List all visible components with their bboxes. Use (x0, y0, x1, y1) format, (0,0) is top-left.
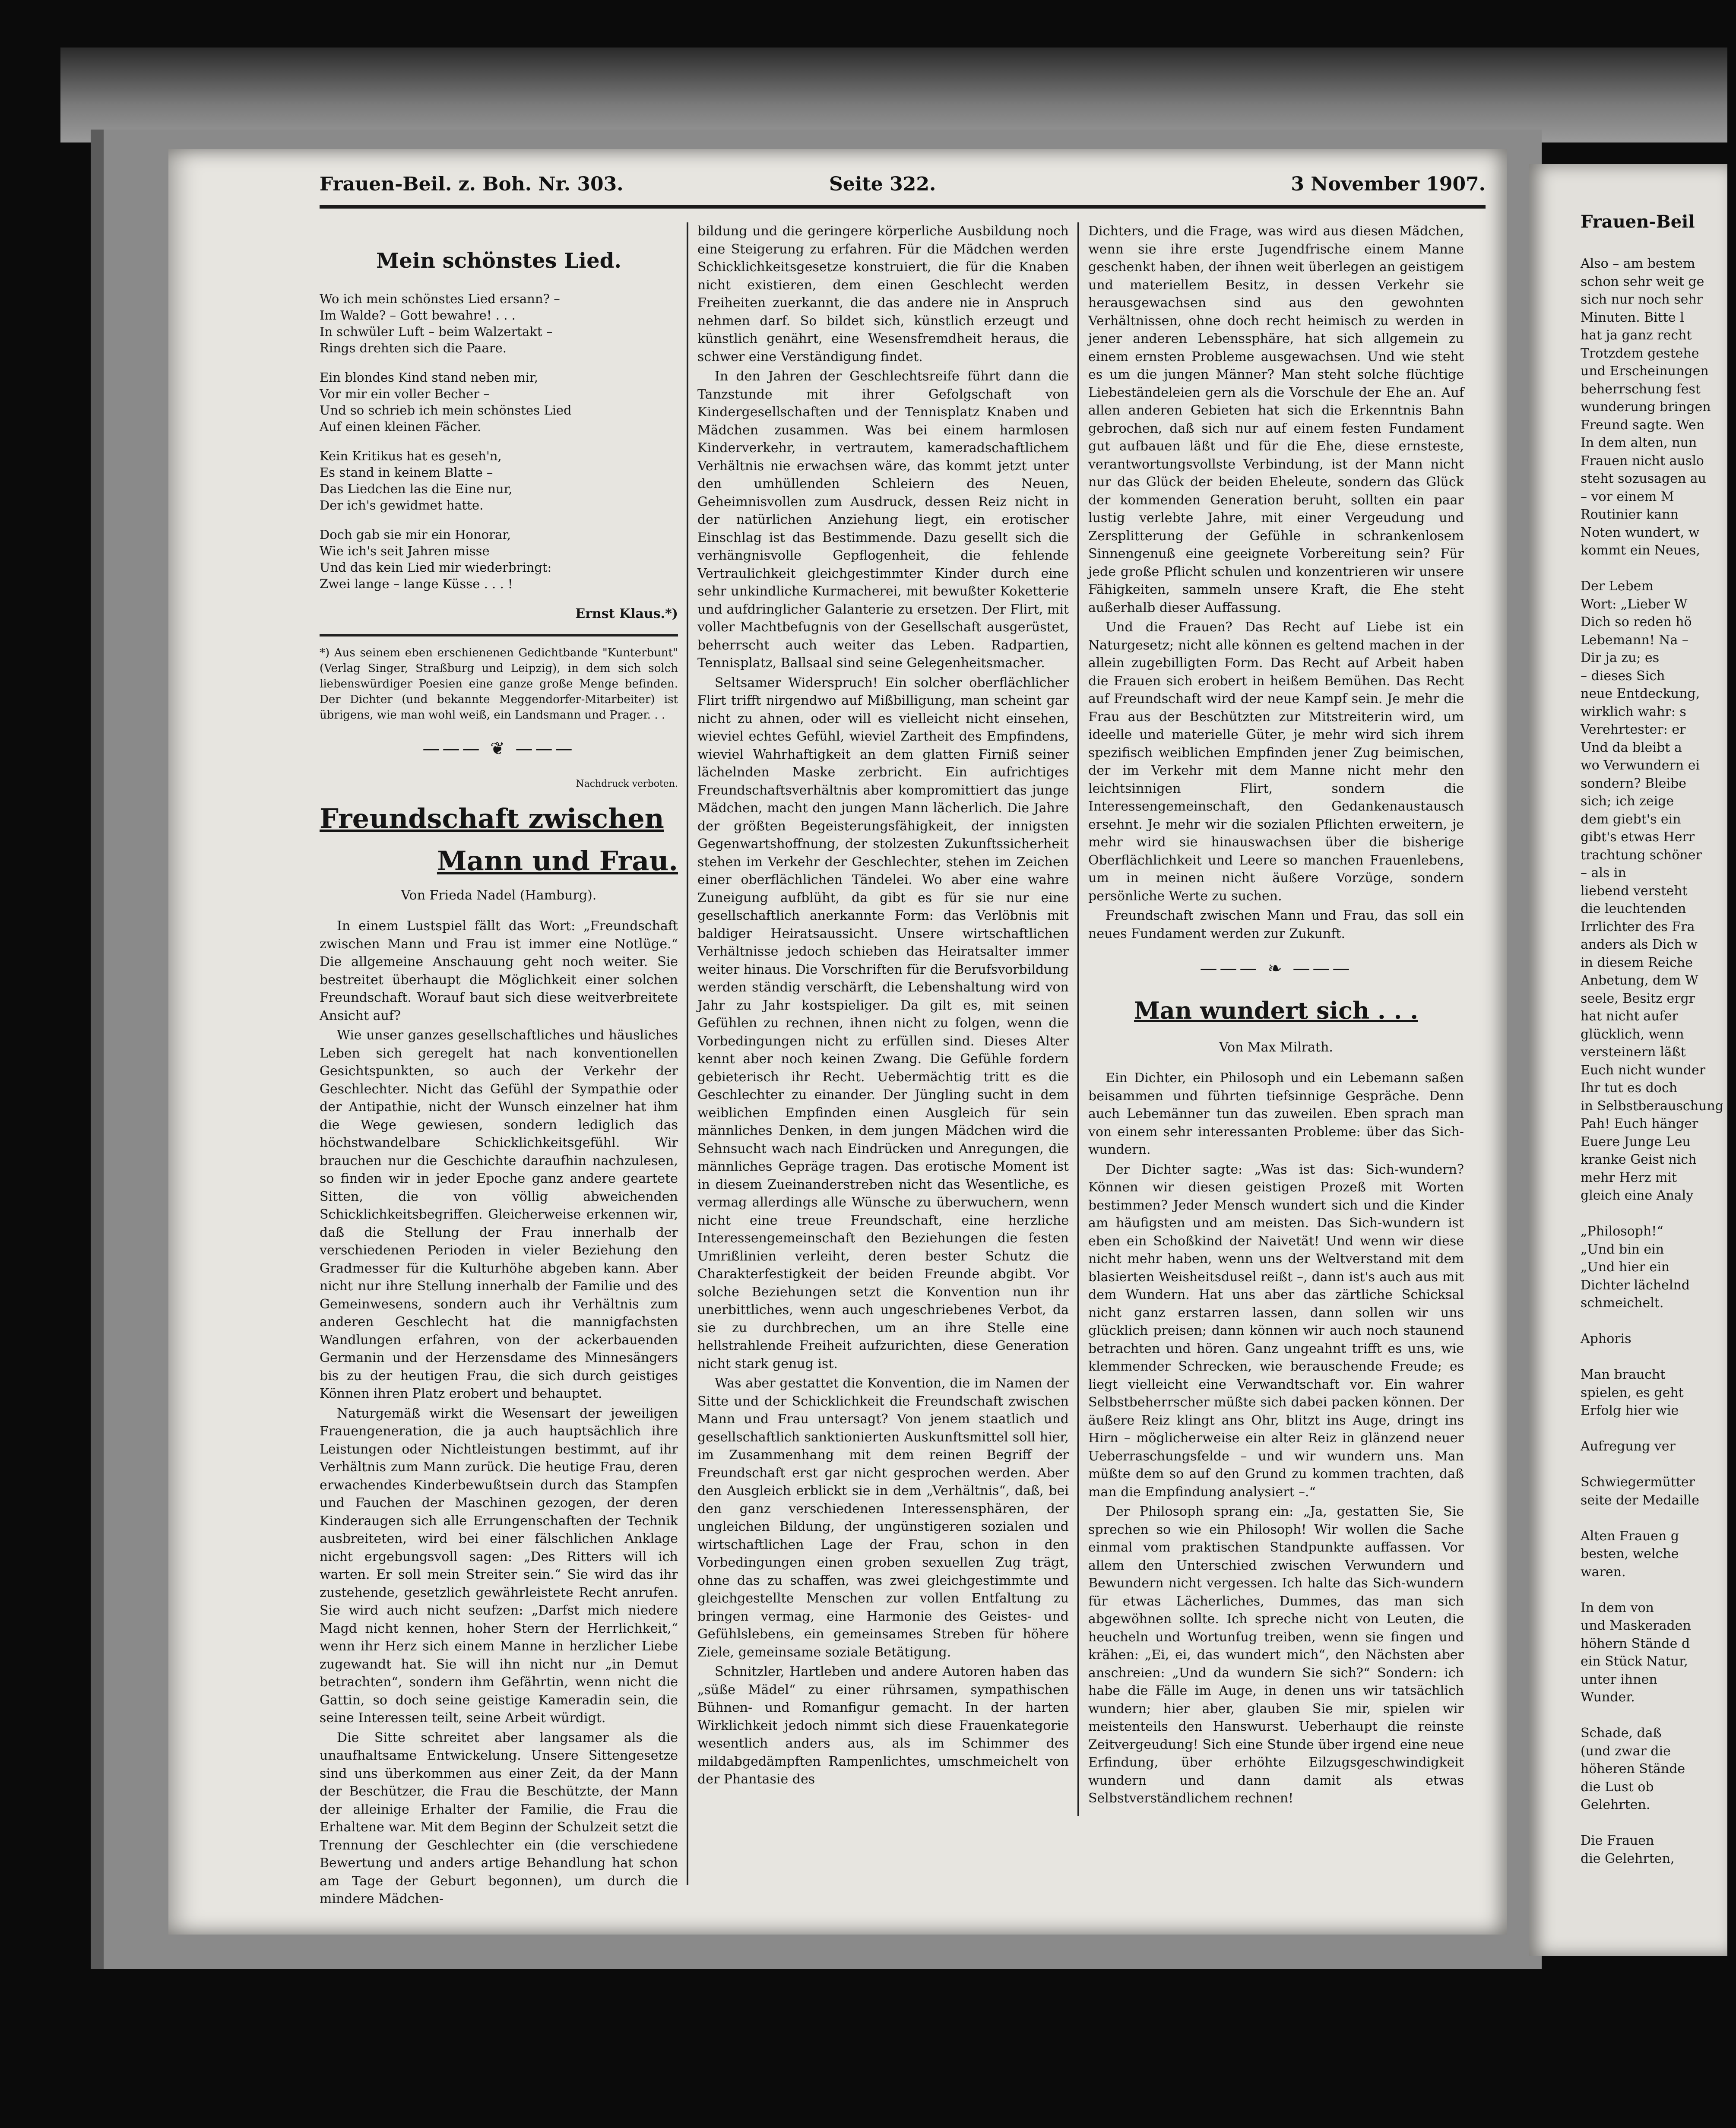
adjacent-page-header: Frauen-Beil (1581, 212, 1695, 232)
header-date: 3 November 1907. (1291, 173, 1486, 195)
column-2 (697, 222, 1069, 1790)
adjacent-page-line: In dem von (1581, 1600, 1654, 1615)
adjacent-page-line (1581, 1420, 1736, 1438)
adjacent-page-line: „Philosoph!“ (1581, 1224, 1663, 1239)
adjacent-page-line: Schade, daß (1581, 1726, 1662, 1741)
poem-stanza (320, 448, 678, 513)
adjacent-page-line: Trotzdem gestehe (1581, 345, 1699, 361)
adjacent-page-line (1581, 1707, 1736, 1725)
adjacent-page-line: Euere Junge Leu (1581, 1134, 1691, 1150)
article2-title: Man wundert sich . . . (1134, 996, 1418, 1024)
adjacent-page-line: sich; ich zeige (1581, 794, 1674, 809)
adjacent-page-line: Die Frauen (1581, 1833, 1654, 1848)
poem-line: Wo ich mein schönstes Lied ersann? – (320, 291, 560, 306)
poem-line: Auf einen kleinen Fächer. (320, 419, 482, 434)
adjacent-page-line: die Lust ob (1581, 1779, 1654, 1795)
article-paragraph: Die Sitte schreitet aber langsamer als die unaufhaltsame Entwickelung. Unsere Sittengesetze sind uns überkommen aus einer Zeit, da der Mann der Beschützer, die Frau die Beschützte, der Mann der alleinige Erhalter der Familie, die Frau die Erhaltene war. Mit dem Beginn der Schulzeit setzt die Trennung der Geschlechter ein (die verschiedene Bewertung und anders artige Behandlung hat schon am Tage der Geburt begonnen), um durch die mindere Mädchen- (320, 1730, 678, 1906)
adjacent-page-line: neue Entdeckung, (1581, 686, 1700, 701)
article-paragraph: Was aber gestattet die Konvention, die im Namen der Sitte und der Schicklichkeit die Freundschaft zwischen Mann und Frau untersagt? Von jenem staatlich und gesellschaftlich sanktionierten Auskunftsmittel soll hier, im Zusammenhang mit dem reinen Begriff der Freundschaft erst gar nicht gesprochen werden. Aber den Ausgleich erblickt sie in dem „Verhältnis“, daß, bei den ganz verschiedenen Interessensphären, der ungleichen Bildung, der ungünstigeren sozialen und wirtschaftlichen Lage der Frau, schon in den Vorbedingungen einen groben sexuellen Zug trägt, ohne das zu schaffen, was zwei gleichgestimmte und gleichgestellte Menschen zur vollen Entfaltung zu bringen vermag, eine Harmonie des Geistes- und Gefühlslebens, ein gemeinsames Streben für höhere Ziele, gemeinsame soziale Betätigung. (697, 1376, 1069, 1660)
column-rule-2 (1077, 222, 1079, 1816)
adjacent-page-line: und Maskeraden (1581, 1618, 1691, 1633)
adjacent-page-line: Gelehrten. (1581, 1797, 1650, 1812)
poem-line: Zwei lange – lange Küsse . . . ! (320, 576, 513, 591)
adjacent-page-line: Dir ja zu; es (1581, 650, 1660, 665)
poem-line: Und so schrieb ich mein schönstes Lied (320, 403, 572, 418)
adjacent-page-line: Verehrtester: er (1581, 722, 1686, 737)
adjacent-page-line: „Und hier ein (1581, 1260, 1670, 1275)
adjacent-page-line: „Und bin ein (1581, 1241, 1664, 1257)
article-paragraph: Seltsamer Widerspruch! Ein solcher oberflächlicher Flirt trifft nirgendwo auf Mißbilligung, man scheint gar nicht zu ahnen, oder will es vielleicht nicht einsehen, wieviel echtes Gefühl, wieviel Zartheit des Empfindens, wieviel Wahrhaftigkeit an dem glatten Firniß seiner lächelnden Maske zerbricht. Ein aufrichtiges Freundschaftsverhältnis aber kompromittiert das junge Mädchen, macht den jungen Mann lächerlich. Die Jahre der größten Begeisterungsfähigkeit, der innigsten Gegenwartshoffnung, der stolzesten Zukunftssicherheit stehen im Verkehr der Geschlechter, stehen im Zeichen einer oberflächlichen Tändelei. Wo aber eine wahre Zuneigung aufblüht, da gibt es für sie nur eine gesellschaftlich anerkannte Form: das Verlöbnis mit baldiger Heiratsaussicht. Unsere wirtschaftlichen Verhältnisse jedoch schieben das Heiratsalter immer weiter hinaus. Die Vorschriften für die Berufsvorbildung werden ständig verschärft, die Lebenshaltung wird von Jahr zu Jahr kostspieliger. Da gilt es, mit seinen Gefühlen zu rechnen, ihnen nicht zu folgen, wenn die Vorbedingungen nicht zu erfüllen sind. Dieses Alter kennt aber noch keinen Zwang. Die Gefühle fordern gebieterisch ihr Recht. Uebermächtig tritt es die Geschlechter zu einander. Der Jüngling sucht in dem weiblichen Empfinden einen Ausgleich für sein männliches Denken, in dem jungen Mädchen wird die Sehnsucht wach nach Eindrücken und Anregungen, die männliches Gepräge tragen. Das erotische Moment ist in diesem Zueinanderstreben nicht das Wesentliche, es vermag allerdings alle Wünsche zu überwuchern, wenn nicht eine treue Freundschaft, eine herzliche Interessengemeinschaft den Beziehungen die festen Umrißlinien verleiht, deren bester Schutz die Charakterfestigkeit der beiden Freunde abgibt. Vor solche Beziehungen setzt die Konvention nun ihr unerbittliches, wenn auch ungeschriebenes Verbot, da sie zu durchbrechen, um an ihre Stelle eine hellstrahlende Freiheit aufzurichten, diese Generation nicht stark genug ist. (697, 675, 1069, 1371)
adjacent-page-line: Schwiegermütter (1581, 1475, 1695, 1490)
adjacent-page-line: besten, welche (1581, 1546, 1679, 1561)
adjacent-page-line: ein Stück Natur, (1581, 1654, 1688, 1669)
ornament-divider: ——— ❦ ——— (422, 738, 575, 759)
adjacent-page-line: In dem alten, nun (1581, 435, 1697, 450)
adjacent-page-line: sondern? Bleibe (1581, 776, 1686, 791)
poem-footnote: *) Aus seinem eben erschienenen Gedichtbande "Kunterbunt" (Verlag Singer, Straßburg und Leipzig), in dem sich solch liebenswürdiger Poesien eine ganze große Menge befinden. Der Dichter (und bekannte Meggendorfer-Mitarbeiter) ist übrigens, wie man wohl weiß, ein Landsmann und Prager. . . (320, 634, 678, 723)
column-rule-1 (687, 222, 688, 1885)
adjacent-page-line: Freund sagte. Wen (1581, 417, 1705, 433)
poem-line: Im Walde? – Gott bewahre! . . . (320, 308, 516, 323)
adjacent-page-line: – dieses Sich (1581, 668, 1665, 684)
adjacent-page-line: Noten wundert, w (1581, 525, 1700, 540)
adjacent-page-line (1581, 560, 1736, 578)
adjacent-page-line (1581, 1509, 1736, 1527)
adjacent-page-line: glücklich, wenn (1581, 1026, 1684, 1042)
adjacent-page-line: wunderung bringen (1581, 399, 1711, 415)
adjacent-page-line: die leuchtenden (1581, 901, 1686, 916)
article2-paragraph: Der Philosoph sprang ein: „Ja, gestatten Sie, Sie sprechen so wie ein Philosoph! Wir wollen die Sache einmal vom praktischen Standpunkte auffassen. Vor allem den Unterschied zwischen Verwundern und Bewundern nicht vergessen. Ich halte das Sich-wundern für etwas Lächerliches, Dummes, das man sich abgewöhnen sollte. Ich spreche nicht von Leuten, die heucheln und Wortunfug treiben, wenn sie fingen und krähen: „Ei, ei, das wundert mich“, den Nächsten aber anschreien: „Und da wundern Sie sich?“ Sondern: ich habe die Fälle im Auge, in denen uns wir tatsächlich wundern; hier aber, glauben Sie mir, spielen wir meistenteils den Hanswurst. Ueberhaupt die reinste Zeitvergeudung! Sich eine Stunde über irgend eine neue Erfindung, über erhöhte Eilzugsgeschwindigkeit wundern und dann damit als etwas Selbstverständlichem rechnen! (1088, 1504, 1464, 1806)
adjacent-page-line: Wunder. (1581, 1690, 1635, 1705)
adjacent-page-line: trachtung schöner (1581, 847, 1702, 863)
adjacent-page-line: hat ja ganz recht (1581, 328, 1692, 343)
adjacent-page-line: Frauen nicht auslo (1581, 453, 1704, 469)
poem-stanza (320, 526, 678, 592)
adjacent-page-line: schon sehr weit ge (1581, 274, 1704, 289)
poem-line: Das Liedchen las die Eine nur, (320, 481, 513, 496)
article-paragraph: Dichters, und die Frage, was wird aus diesen Mädchen, wenn sie ihre erste Jugendfrische einem Manne geschenkt haben, der ihnen weit überlegen an geistigem und materiellem Besitz, in dessen Verkehr sie herausgewachsen sind aus den gewohnten Verhältnissen, ohne doch recht heimisch zu werden in jener anderen Lebenssphäre, hat sich allgemein zu einem ernsten Probleme ausgewachsen. Und wie steht es um die jungen Männer? Man steht solche flüchtige Liebeständeleien gern als die Vorschule der Ehe an. Auf allen anderen Gebieten hat sich die Erkenntnis Bahn gebrochen, daß sich nur auf einem festen Fundament gut aufbauen läßt und für die Ehe, diese ernsteste, verantwortungsvollste Verbindung, ist der Mann nicht nur das Glück der beiden Eheleute, sondern das Glück der kommenden Generation beruht, sollten ein paar lustig verlebte Jahre, mit einer Vergeudung und Zersplitterung der Gefühle in schrankenlosem Sinnengenuß eine geeignete Vorbereitung sein? Für jede große Pflicht schulen und konzentrieren wir unsere Fähigkeiten, sammeln unsere Kraft, die Ehe steht außerhalb dieser Auffassung. (1088, 224, 1464, 615)
adjacent-page-line: Irrlichter des Fra (1581, 919, 1695, 934)
adjacent-page-line: liebend versteht (1581, 883, 1688, 899)
page-header (320, 166, 1486, 209)
poem-line: In schwüler Luft – beim Walzertakt – (320, 324, 553, 339)
adjacent-page-line: Alten Frauen g (1581, 1528, 1679, 1544)
article2-paragraph: Der Dichter sagte: „Was ist das: Sich-wundern? Können wir diesen geistigen Prozeß mit Worten bestimmen? Jeder Mensch wundert sich und die Kinder am häufigsten und am meisten. Das Sich-wundern ist eben ein Schoßkind der Naivetät! Und wenn wir diese nicht mehr haben, wenn uns der Weltverstand mit dem blasierten Weisheitsdusel reißt –, dann ist's auch aus mit dem Wundern. Hat uns aber das zärtliche Schicksal nicht ganz erstarren lassen, dann sollen wir uns glücklich preisen; dann können wir auch noch staunend betrachten und hören. Ganz ungeahnt trifft es uns, wie klemmender Schrecken, wie berauschende Freude; es liegt vielleicht eine Verwandtschaft vor. Ein wahrer Selbstbeherrscher müßte sich dabei packen können. Der äußere Reiz klingt ans Ohr, blitzt ins Auge, dringt ins Hirn – möglicherweise ein alter Reiz in glänzend neuer Ueberraschungsfelde – und wir wundern uns. Man müßte dem so auf den Grund zu kommen trachten, daß man die Empfindung analysiert –.“ (1088, 1162, 1464, 1500)
adjacent-page-line: seite der Medaille (1581, 1492, 1700, 1508)
article-paragraph: Freundschaft zwischen Mann und Frau, das soll ein neues Fundament werden zur Zukunft. (1088, 908, 1464, 941)
poem-line: Es stand in keinem Blatte – (320, 465, 493, 480)
adjacent-page-line: schmeichelt. (1581, 1295, 1664, 1311)
adjacent-page-line: Minuten. Bitte l (1581, 310, 1684, 325)
adjacent-page-line: kommt ein Neues, (1581, 543, 1700, 558)
adjacent-page-text (1581, 255, 1736, 1868)
article-paragraph: Naturgemäß wirkt die Wesensart der jeweiligen Frauengeneration, die ja auch hauptsächlich ihre Leistungen oder Nichtleistungen bestimmt, auf ihr Verhältnis zum Mann zurück. Die heutige Frau, deren erwachendes Kinderbewußtsein durch das Stampfen und Fauchen der Maschinen gezogen, der deren Kinderaugen sich alle Errungenschaften der Technik ausbreiteten, wird bei einer fälschlichen Anklage nicht ergebungsvoll sagen: „Des Ritters will ich warten. Er soll mein Streiter sein.“ Sie wird das ihr zustehende, gesetzlich gewährleistete Recht anrufen. Sie wird auch nicht seufzen: „Darfst mich niedere Magd nicht kennen, hoher Stern der Herrlichkeit,“ wenn ihr Herz sich einem Manne in herzlicher Liebe zugewandt hat. Sie will ihn nicht nur „in Demut betrachten“, sondern ihm Gefährtin, wenn nicht die Gattin, so doch seine geistige Kameradin sein, die seine Interessen teilt, seine Arbeit würdigt. (320, 1406, 678, 1726)
adjacent-page-line: Ihr tut es doch (1581, 1080, 1678, 1096)
adjacent-page-line: Euch nicht wunder (1581, 1062, 1706, 1078)
adjacent-page-line: höheren Stände (1581, 1761, 1685, 1776)
adjacent-page-line: höhern Stände d (1581, 1636, 1690, 1651)
adjacent-page-line: wo Verwundern ei (1581, 758, 1700, 773)
adjacent-page-line: hat nicht aufer (1581, 1009, 1678, 1024)
scan-background-top (60, 48, 1727, 142)
adjacent-page-line: Pah! Euch hänger (1581, 1116, 1698, 1131)
adjacent-page-line: Und da bleibt a (1581, 740, 1682, 755)
poem-stanza (320, 369, 678, 435)
adjacent-page-line: in Selbstberauschung (1581, 1098, 1723, 1114)
poem-line: Ein blondes Kind stand neben mir, (320, 370, 538, 385)
adjacent-page-line: – vor einem M (1581, 489, 1674, 504)
poem-title: Mein schönstes Lied. (376, 249, 621, 273)
article-paragraph: In den Jahren der Geschlechtsreife führt dann die Tanzstunde mit ihrer Gefolgschaft von Kindergesellschaften und der Tennisplatz Knaben und Mädchen zusammen. Was bei einem harmlosen Kinderverkehr, in vertrautem, kameradschaftlichem Verhältnis nie erwachsen wäre, das kommt jetzt unter den umhüllenden Schleiern des Neuen, Geheimnisvollen zum Ausdruck, dessen Reiz nicht in der natürlichen Anziehung liegt, ein erotischer Einschlag ist das Bestimmende. Dazu gesellt sich die verhängnisvolle Gepflogenheit, die fehlende Vertraulichkeit gleichgestimmter Kinder durch eine sehr unkindliche Kurmacherei, mit bewußter Koketterie und aufdringlicher Galanterie zu ersetzen. Der Flirt, mit voller Machtbefugnis von der Gesellschaft ausgerüstet, beherrscht auch weiter das Leben. Radpartien, Tennisplatz, Ballsaal sind seine Gelegenheitsmacher. (697, 369, 1069, 671)
adjacent-page-line (1581, 1312, 1736, 1330)
adjacent-page-line: und Erscheinungen (1581, 364, 1709, 379)
adjacent-page-line: mehr Herz mit (1581, 1170, 1677, 1185)
adjacent-page-line: Aphoris (1581, 1331, 1631, 1346)
adjacent-page-line: Lebemann! Na – (1581, 632, 1688, 648)
article-paragraph: Wie unser ganzes gesellschaftliches und häusliches Leben sich geregelt hat nach konventionellen Gesichtspunkten, so auch der Verkehr der Geschlechter. Nicht das Gefühl der Sympathie oder der Antipathie, nicht der Wunsch einzelner hat ihm die Wege gewiesen, sondern lediglich das höchstwandelbare Schicklichkeitsgefühl. Wir brauchen nur die Geschichte daraufhin nachzulesen, so finden wir in jeder Epoche ganz andere geartete Sitten, die von völlig abweichenden Schicklichkeitsbegriffen. Gleicherweise erkennen wir, daß die Stellung der Frau innerhalb der verschiedenen Perioden in vieler Beziehung den Gradmesser für die Kulturhöhe abgeben kann. Aber nicht nur ihre Stellung innerhalb der Familie und des Gemeinwesens, sondern auch ihr Verhältnis zum anderen Geschlecht hat die mannigfachsten Wandlungen erfahren, von der ackerbauenden Germanin und der Herzensdame des Minnesängers bis zu der heutigen Frau, die sich durch geistiges Können ihren Platz erobert und behauptet. (320, 1028, 678, 1401)
adjacent-page-line: gibt's etwas Herr (1581, 830, 1695, 845)
poem-line: Wie ich's seit Jahren misse (320, 544, 490, 558)
adjacent-page-line (1581, 1348, 1736, 1366)
article2-paragraph: Ein Dichter, ein Philosoph und ein Lebemann saßen beisammen und führten tiefsinnige Gespräche. Denn auch Lebemänner tun das zuweilen. Eben sprach man von einem sehr interessanten Probleme: über das Sich-wundern. (1088, 1070, 1464, 1157)
adjacent-page-line: spielen, es geht (1581, 1385, 1684, 1400)
article-paragraph: In einem Lustspiel fällt das Wort: „Freundschaft zwischen Mann und Frau ist immer eine Notlüge.“ Die allgemeine Anschauung geht noch weiter. Sie bestreitet überhaupt die Möglichkeit einer solchen Freundschaft. Worauf baut sich diese weitverbreitete Ansicht auf? (320, 918, 678, 1023)
poem-line: Der ich's gewidmet hatte. (320, 498, 484, 513)
adjacent-page-line: kranke Geist nich (1581, 1152, 1697, 1167)
adjacent-page-line: Dich so reden hö (1581, 614, 1692, 630)
newspaper-page (168, 149, 1507, 1935)
reprint-notice: Nachdruck verboten. (576, 779, 678, 789)
adjacent-page-line: wirklich wahr: s (1581, 704, 1686, 719)
adjacent-page-line: Dichter lächelnd (1581, 1277, 1690, 1293)
adjacent-page-line: unter ihnen (1581, 1672, 1657, 1687)
article-paragraph: Und die Frauen? Das Recht auf Liebe ist ein Naturgesetz; nicht alle können es geltend machen in der allein zugebilligten Form. Das Recht auf Arbeit haben die Frauen sich erobert in heißem Bemühen. Das Recht auf Freundschaft wird der neue Kampf sein. Je mehr die Frau aus der Beschützten zur Mitstreiterin wird, um ideelle und materielle Güter, je mehr wird sich ihrem spezifisch weiblichen Empfinden jener Zug beimischen, der im Verkehr mit dem Manne nicht mehr den leichtsinnigen Flirt, sondern die Interessengemeinschaft, den Gedankenaustausch ersehnt. Je mehr wir die sozialen Pflichten erweitern, je mehr wird sie hinauswachsen über die bisherige Oberflächlichkeit und Leere so manchen Frauenlebens, um in meinen nicht äußere Vorzüge, sondern persönliche Werte zu suchen. (1088, 620, 1464, 904)
adjacent-page-line (1581, 1814, 1736, 1832)
adjacent-page-line: (und zwar die (1581, 1743, 1671, 1759)
article2-author: Von Max Milrath. (1219, 1039, 1333, 1055)
adjacent-page-line: Aufregung ver (1581, 1439, 1676, 1454)
poem-line: Doch gab sie mir ein Honorar, (320, 527, 511, 542)
adjacent-page-line: gleich eine Analy (1581, 1188, 1694, 1203)
adjacent-page-line: seele, Besitz ergr (1581, 991, 1695, 1006)
adjacent-page-line: Routinier kann (1581, 507, 1679, 522)
poem-signature: Ernst Klaus.*) (575, 606, 678, 621)
adjacent-page-line: – als in (1581, 865, 1626, 880)
column-3 (1088, 222, 1464, 1806)
adjacent-page-line (1581, 1456, 1736, 1474)
article-paragraph: Schnitzler, Hartleben und andere Autoren haben das „süße Mädel“ zu einer rührsamen, sympathischen Bühnen- und Romanfigur gemacht. In der harten Wirklichkeit jedoch nimmt sich diese Frauenkategorie wesentlich anders aus, als im Schimmer des mildabgedämpften Rampenlichtes, umschmeichelt von der Phantasie des (697, 1664, 1069, 1787)
adjacent-page-line: in diesem Reiche (1581, 955, 1693, 970)
adjacent-page-line: sich nur noch sehr (1581, 292, 1703, 307)
adjacent-page (1529, 164, 1727, 1956)
adjacent-page-line (1581, 1581, 1736, 1599)
article-author: Von Frieda Nadel (Hamburg). (401, 887, 597, 903)
adjacent-page-line: beherrschung fest (1581, 381, 1701, 397)
adjacent-page-line: die Gelehrten, (1581, 1851, 1675, 1866)
adjacent-page-line: steht sozusagen au (1581, 471, 1707, 486)
poem-line: Und das kein Lied mir wiederbringt: (320, 560, 552, 575)
article-title-line-1: Freundschaft zwischen (320, 802, 664, 834)
ornament-divider: ——— ❧ ——— (1200, 959, 1353, 978)
adjacent-page-line: Erfolg hier wie (1581, 1403, 1679, 1418)
adjacent-page-line: Anbetung, dem W (1581, 973, 1698, 988)
article-paragraph: bildung und die geringere körperliche Ausbildung noch eine Steigerung zu erfahren. Für die Mädchen werden Schicklichkeitsgesetze konstruiert, die für die Knaben nicht existieren, dem einen Geschlecht werden Freiheiten zuerkannt, die das andere nie in Anspruch nehmen darf. So bildet sich, künstlich erzeugt und künstlich genährt, eine Wesensfremdheit heraus, die schwer eine Verständigung findet. (697, 224, 1069, 364)
adjacent-page-line: anders als Dich w (1581, 937, 1698, 952)
poem-body (320, 291, 678, 592)
adjacent-page-line: Der Lebem (1581, 579, 1654, 594)
adjacent-page-line: Wort: „Lieber W (1581, 596, 1688, 612)
adjacent-page-line: waren. (1581, 1564, 1626, 1580)
adjacent-page-line: versteinern läßt (1581, 1045, 1686, 1060)
poem-line: Rings drehten sich die Paare. (320, 341, 507, 355)
article-title-line-2: Mann und Frau. (437, 845, 678, 877)
adjacent-page-line: dem giebt's ein (1581, 811, 1681, 827)
header-publication: Frauen-Beil. z. Boh. Nr. 303. (320, 173, 624, 195)
adjacent-page-line: Man braucht (1581, 1367, 1666, 1382)
adjacent-page-line: Also – am bestem (1581, 256, 1695, 271)
poem-line: Vor mir ein voller Becher – (320, 386, 490, 401)
column-1 (320, 222, 678, 1906)
adjacent-page-line (1581, 1205, 1736, 1223)
header-page-number: Seite 322. (829, 173, 936, 195)
poem-line: Kein Kritikus hat es geseh'n, (320, 449, 502, 463)
poem-stanza (320, 291, 678, 356)
